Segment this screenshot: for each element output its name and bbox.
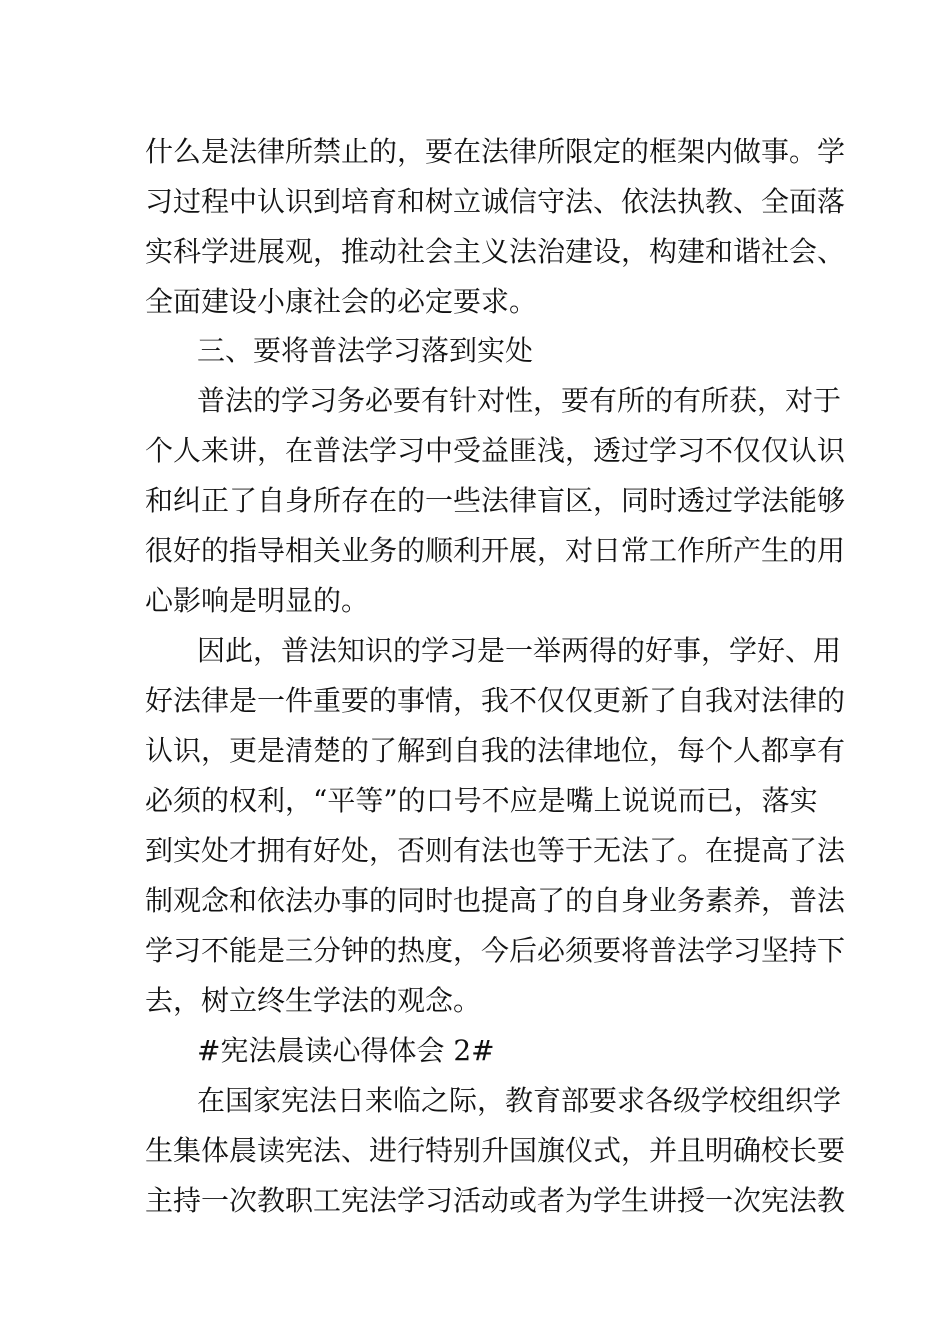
paragraph-line: 主持一次教职工宪法学习活动或者为学生讲授一次宪法教 [145, 1184, 846, 1217]
paragraph-line: 认识，更是清楚的了解到自我的法律地位，每个人都享有 [145, 734, 846, 767]
paragraph-first-line: 因此，普法知识的学习是一举两得的好事，学好、用 [197, 634, 842, 667]
paragraph-line: 习过程中认识到培育和树立诚信守法、依法执教、全面落 [145, 185, 846, 218]
section-heading: 三、要将普法学习落到实处 [197, 334, 534, 367]
paragraph-line: 去，树立终生学法的观念。 [145, 984, 482, 1017]
article-heading: #宪法晨读心得体会 2# [197, 1034, 495, 1067]
paragraph-line: 好法律是一件重要的事情，我不仅仅更新了自我对法律的 [145, 684, 846, 717]
paragraph-line: 制观念和依法办事的同时也提高了的自身业务素养，普法 [145, 884, 846, 917]
paragraph-line: 全面建设小康社会的必定要求。 [145, 285, 538, 318]
paragraph-first-line: 在国家宪法日来临之际，教育部要求各级学校组织学 [197, 1084, 842, 1117]
paragraph-line: 必须的权利，“平等”的口号不应是嘴上说说而已，落实 [145, 784, 818, 817]
paragraph-line: 什么是法律所禁止的，要在法律所限定的框架内做事。学 [145, 135, 846, 168]
paragraph-line: 到实处才拥有好处，否则有法也等于无法了。在提高了法 [145, 834, 846, 867]
paragraph-line: 生集体晨读宪法、进行特别升国旗仪式，并且明确校长要 [145, 1134, 846, 1167]
paragraph-line: 学习不能是三分钟的热度，今后必须要将普法学习坚持下 [145, 934, 846, 967]
paragraph-first-line: 普法的学习务必要有针对性，要有所的有所获，对于 [197, 384, 842, 417]
paragraph-line: 很好的指导相关业务的顺利开展，对日常工作所产生的用 [145, 534, 846, 567]
paragraph-line: 实科学进展观，推动社会主义法治建设，构建和谐社会、 [145, 235, 846, 268]
paragraph-line: 心影响是明显的。 [145, 584, 370, 617]
paragraph-line: 个人来讲，在普法学习中受益匪浅，透过学习不仅仅认识 [145, 434, 846, 467]
paragraph-line: 和纠正了自身所存在的一些法律盲区，同时透过学法能够 [145, 484, 846, 517]
